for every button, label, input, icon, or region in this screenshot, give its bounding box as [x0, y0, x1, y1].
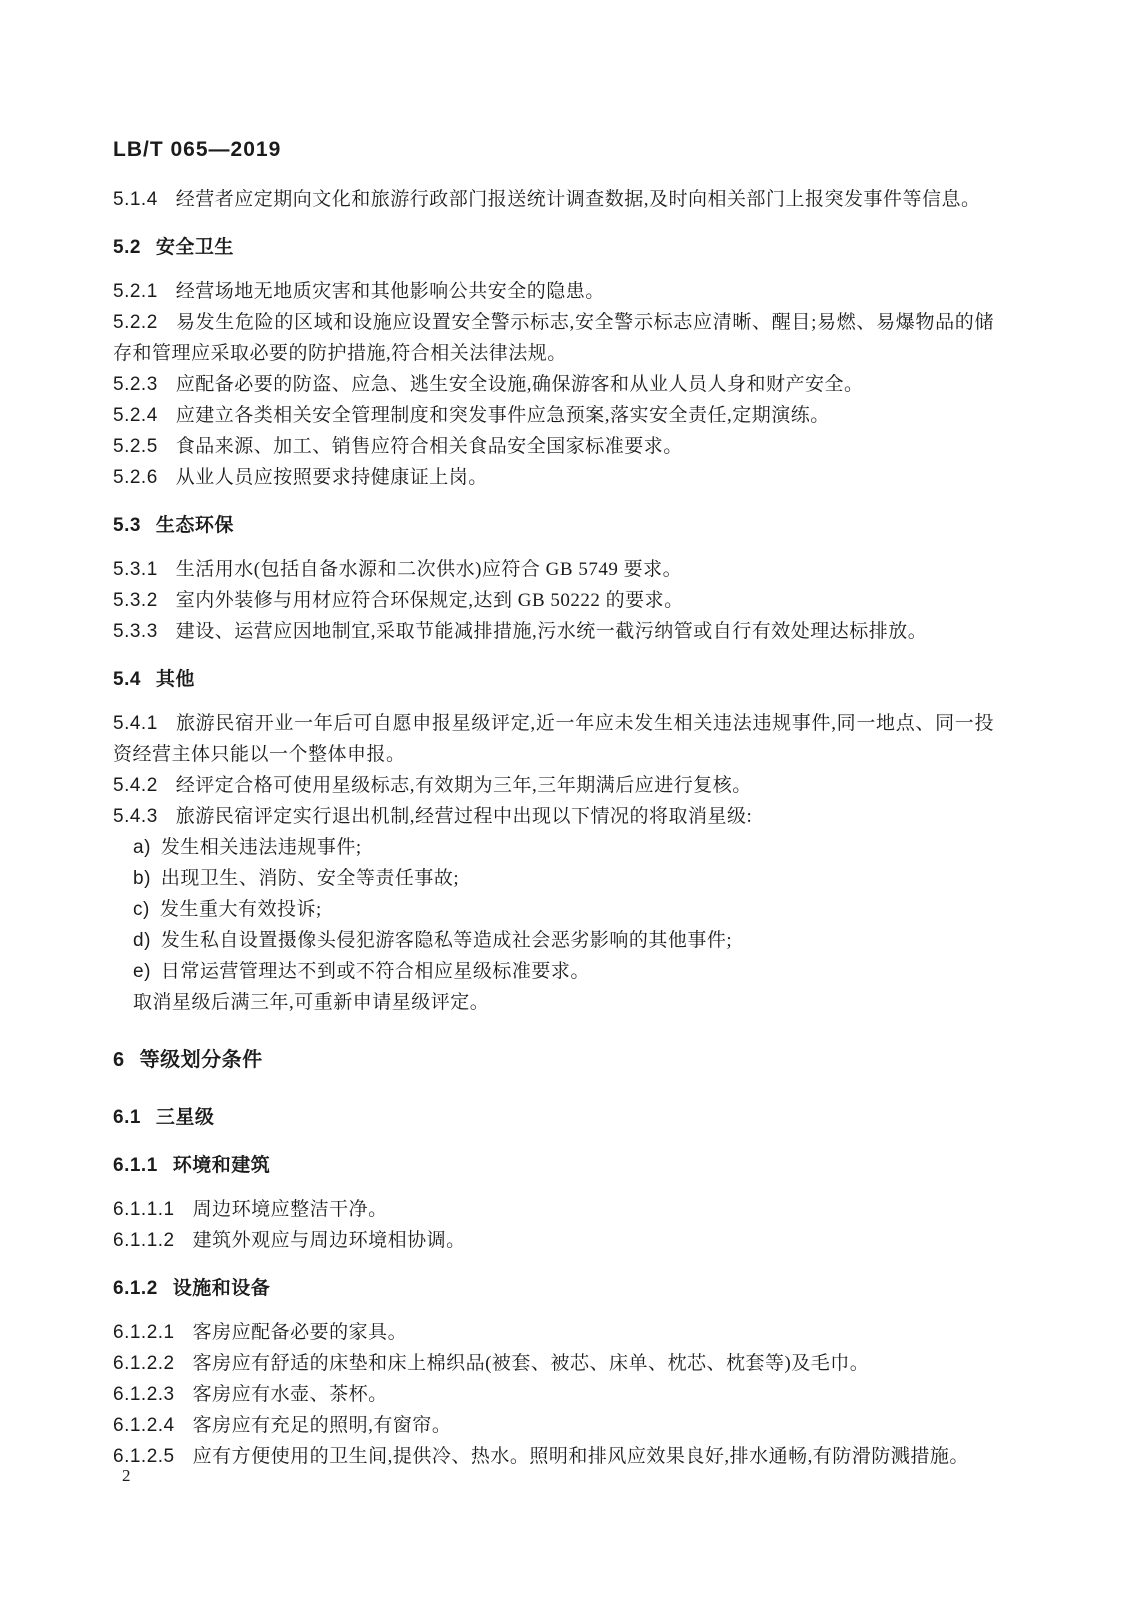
clause-number: e) [133, 961, 151, 982]
clause-text: 经营场地无地质灾害和其他影响公共安全的隐患。 [175, 281, 605, 302]
clause-text: 发生相关违法违规事件; [160, 837, 362, 858]
clause-5.4.3 [113, 801, 994, 832]
list-item-d) [113, 925, 994, 956]
clause-number: 5.3.2 [113, 590, 158, 611]
clause-number: 6.1.2.5 [113, 1446, 175, 1467]
clause-text: 建设、运营应因地制宜,采取节能减排措施,污水统一截污纳管或自行有效处理达标排放。 [175, 621, 928, 642]
list-item-e) [113, 956, 994, 987]
clause-text: 食品来源、加工、销售应符合相关食品安全国家标准要求。 [175, 436, 683, 457]
clause-number: 6.1.1 [113, 1155, 158, 1176]
document-body [113, 184, 994, 1472]
clause-text: 经评定合格可使用星级标志,有效期为三年,三年期满后应进行复核。 [175, 775, 752, 796]
clause-text: 旅游民宿开业一年后可自愿申报星级评定,近一年应未发生相关违法违规事件,同一地点、同一投资经营主体只能以一个整体申报。 [113, 713, 994, 765]
clause-5.3.1 [113, 554, 994, 585]
paragraph [113, 987, 994, 1018]
clause-text: 易发生危险的区域和设施应设置安全警示标志,安全警示标志应清晰、醒目;易燃、易爆物品的储存和管理应采取必要的防护措施,符合相关法律法规。 [113, 312, 994, 364]
clause-5.2.2 [113, 307, 994, 369]
list-item-c) [113, 894, 994, 925]
section-heading-6.1.1 [113, 1150, 994, 1181]
clause-text: 周边环境应整洁干净。 [192, 1199, 388, 1220]
clause-text: 生态环保 [155, 515, 234, 536]
clause-number: 5.3 [113, 515, 141, 536]
clause-6.1.2.2 [113, 1348, 994, 1379]
clause-text: 安全卫生 [155, 237, 234, 258]
clause-5.3.3 [113, 616, 994, 647]
clause-6.1.2.4 [113, 1410, 994, 1441]
clause-number: 6 [113, 1049, 125, 1071]
clause-text: 客房应有充足的照明,有窗帘。 [192, 1415, 452, 1436]
clause-number: 6.1.2 [113, 1278, 158, 1299]
clause-5.2.4 [113, 400, 994, 431]
clause-5.3.2 [113, 585, 994, 616]
clause-text: 客房应配备必要的家具。 [192, 1322, 408, 1343]
clause-number: 5.4.2 [113, 775, 158, 796]
clause-number: 5.4.3 [113, 806, 158, 827]
clause-number: 5.2.1 [113, 281, 158, 302]
clause-text: 出现卫生、消防、安全等责任事故; [160, 868, 460, 889]
clause-5.1.4 [113, 184, 994, 215]
clause-5.4.2 [113, 770, 994, 801]
clause-text: 设施和设备 [172, 1278, 271, 1299]
clause-number: 6.1.2.4 [113, 1415, 175, 1436]
clause-number: 5.2.4 [113, 405, 158, 426]
clause-number: 6.1.2.3 [113, 1384, 175, 1405]
clause-text: 环境和建筑 [172, 1155, 271, 1176]
clause-text: 日常运营管理达不到或不符合相应星级标准要求。 [160, 961, 590, 982]
clause-text: 取消星级后满三年,可重新申请星级评定。 [133, 992, 490, 1013]
clause-number: 5.3.3 [113, 621, 158, 642]
clause-text: 等级划分条件 [139, 1049, 263, 1071]
section-heading-5.3 [113, 510, 994, 541]
clause-text: 客房应有舒适的床垫和床上棉织品(被套、被芯、床单、枕芯、枕套等)及毛巾。 [192, 1353, 870, 1374]
section-heading-6.1 [113, 1102, 994, 1133]
clause-text: 客房应有水壶、茶杯。 [192, 1384, 388, 1405]
clause-number: c) [133, 899, 150, 920]
clause-5.2.1 [113, 276, 994, 307]
section-heading-5.2 [113, 232, 994, 263]
clause-number: a) [133, 837, 151, 858]
clause-text: 经营者应定期向文化和旅游行政部门报送统计调查数据,及时向相关部门上报突发事件等信息。 [175, 189, 981, 210]
list-item-a) [113, 832, 994, 863]
document-code: LB/T 065—2019 [113, 138, 282, 161]
clause-text: 应有方便使用的卫生间,提供冷、热水。照明和排风应效果良好,排水通畅,有防滑防溅措施。 [192, 1446, 969, 1467]
list-item-b) [113, 863, 994, 894]
page-number: 2 [122, 1466, 131, 1485]
clause-number: 5.2 [113, 237, 141, 258]
clause-5.2.3 [113, 369, 994, 400]
clause-text: 建筑外观应与周边环境相协调。 [192, 1230, 466, 1251]
clause-text: 三星级 [155, 1107, 215, 1128]
clause-number: d) [133, 930, 151, 951]
section-heading-5.4 [113, 664, 994, 695]
clause-number: 5.2.6 [113, 467, 158, 488]
clause-number: 5.2.5 [113, 436, 158, 457]
clause-text: 旅游民宿评定实行退出机制,经营过程中出现以下情况的将取消星级: [175, 806, 753, 827]
clause-6.1.2.3 [113, 1379, 994, 1410]
clause-number: 6.1.1.1 [113, 1199, 175, 1220]
clause-number: 6.1 [113, 1107, 141, 1128]
section-heading-6.1.2 [113, 1273, 994, 1304]
clause-text: 发生重大有效投诉; [160, 899, 322, 920]
clause-text: 其他 [155, 669, 195, 690]
clause-number: 6.1.1.2 [113, 1230, 175, 1251]
clause-number: 5.4.1 [113, 713, 158, 734]
clause-text: 发生私自设置摄像头侵犯游客隐私等造成社会恶劣影响的其他事件; [160, 930, 733, 951]
clause-5.2.6 [113, 462, 994, 493]
clause-5.2.5 [113, 431, 994, 462]
clause-6.1.1.1 [113, 1194, 994, 1225]
clause-text: 从业人员应按照要求持健康证上岗。 [175, 467, 488, 488]
clause-number: 6.1.2.2 [113, 1353, 175, 1374]
clause-6.1.1.2 [113, 1225, 994, 1256]
clause-text: 应配备必要的防盗、应急、逃生安全设施,确保游客和从业人员人身和财产安全。 [175, 374, 864, 395]
clause-number: 5.1.4 [113, 189, 158, 210]
clause-number: 5.2.3 [113, 374, 158, 395]
clause-number: 5.2.2 [113, 312, 158, 333]
clause-text: 应建立各类相关安全管理制度和突发事件应急预案,落实安全责任,定期演练。 [175, 405, 830, 426]
clause-number: b) [133, 868, 151, 889]
clause-number: 5.3.1 [113, 559, 158, 580]
clause-text: 室内外装修与用材应符合环保规定,达到 GB 50222 的要求。 [175, 590, 684, 611]
clause-text: 生活用水(包括自备水源和二次供水)应符合 GB 5749 要求。 [175, 559, 683, 580]
clause-5.4.1 [113, 708, 994, 770]
clause-number: 6.1.2.1 [113, 1322, 175, 1343]
clause-number: 5.4 [113, 669, 141, 690]
chapter-heading-6 [113, 1045, 994, 1076]
clause-6.1.2.5 [113, 1441, 994, 1472]
clause-6.1.2.1 [113, 1317, 994, 1348]
